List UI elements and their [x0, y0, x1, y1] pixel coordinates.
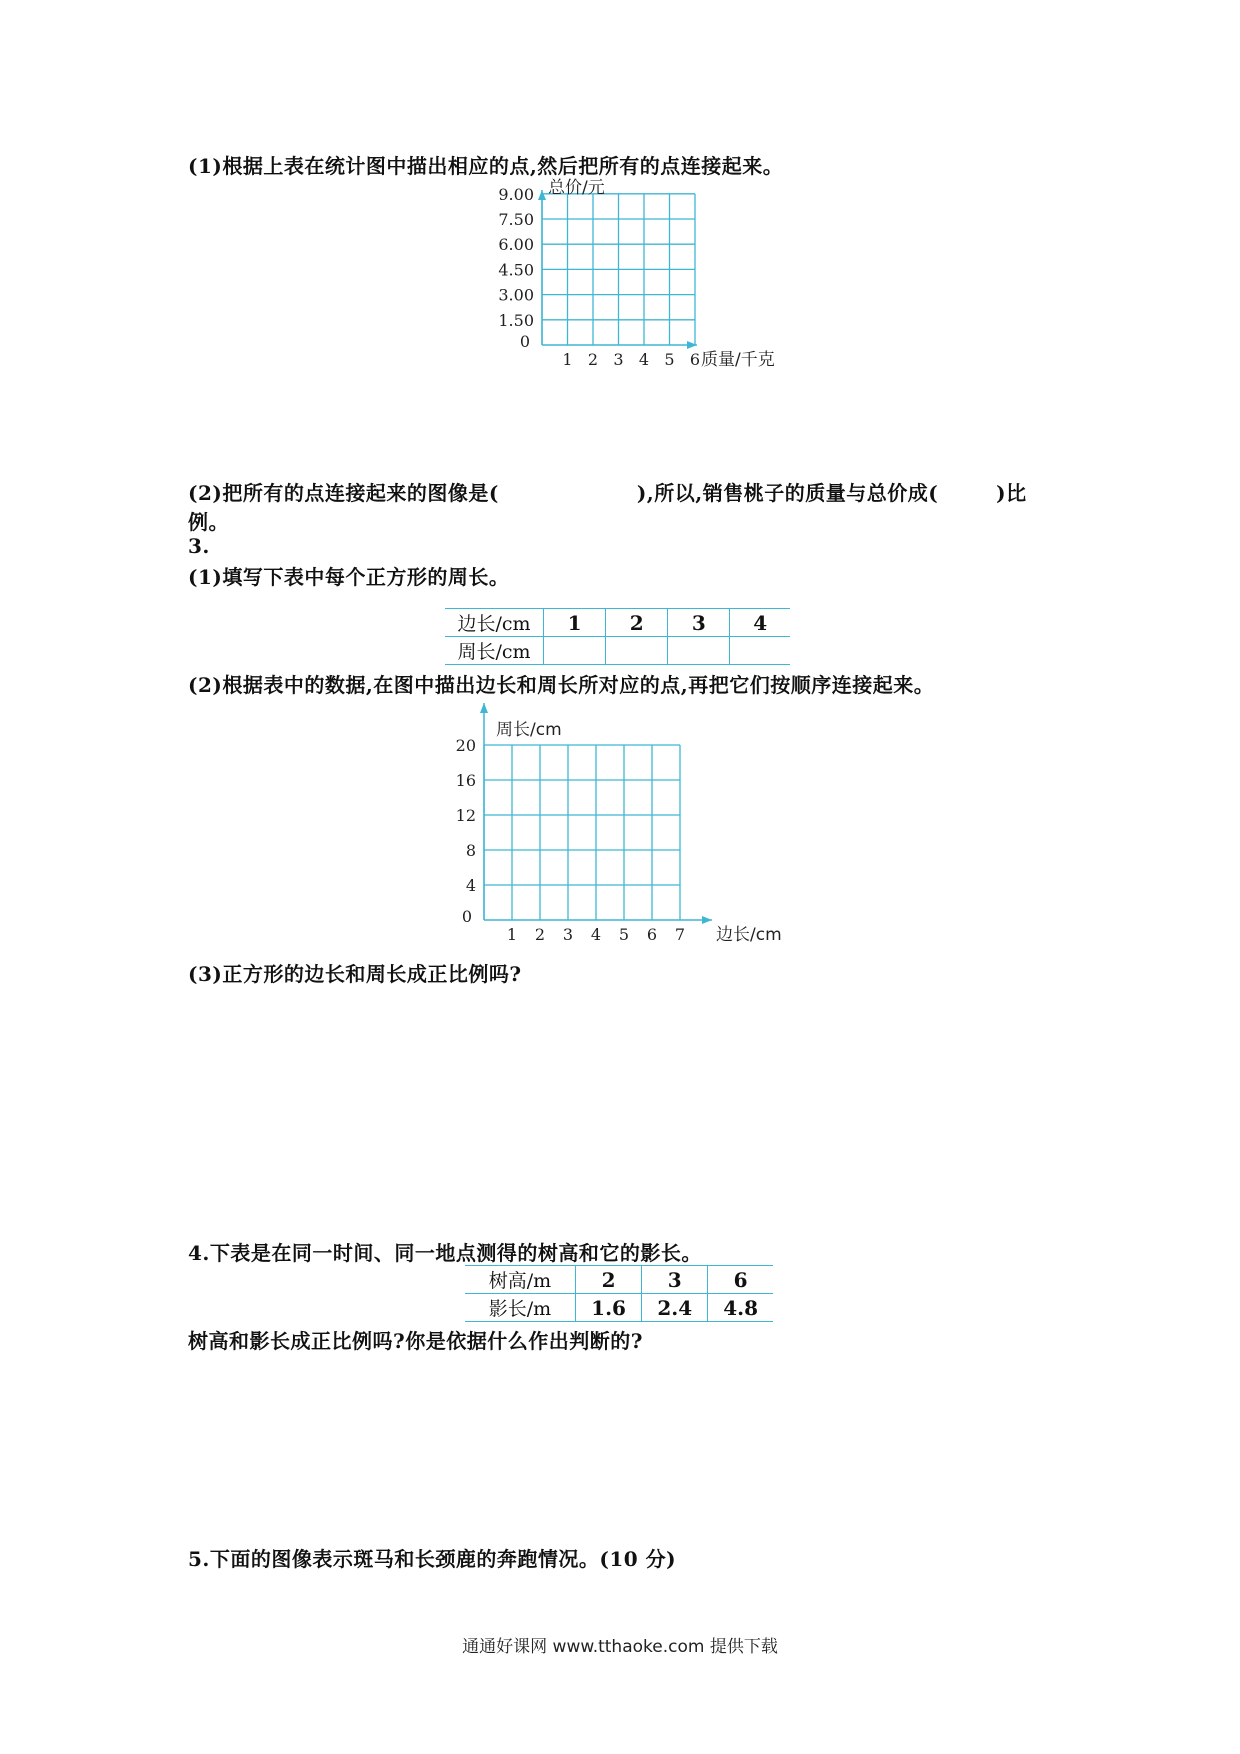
- table-answer-cell[interactable]: [544, 637, 606, 665]
- question-3-number: 3.: [188, 534, 210, 558]
- tree-shadow-table: [465, 1265, 773, 1322]
- x-tick-label: 4: [590, 925, 602, 944]
- price-weight-grid-chart: [455, 177, 785, 400]
- y-axis-title: 总价/元: [548, 177, 605, 198]
- table-cell: 6: [708, 1266, 773, 1294]
- table-cell: 2: [576, 1266, 642, 1294]
- question-3-part-1: (1)填写下表中每个正方形的周长。: [188, 565, 510, 589]
- table-cell: 4: [730, 609, 790, 637]
- question-4-title: 4.下表是在同一时间、同一地点测得的树高和它的影长。: [188, 1241, 702, 1265]
- question-3-part-2: (2)根据表中的数据,在图中描出边长和周长所对应的点,再把它们按顺序连接起来。: [188, 673, 935, 697]
- x-tick-label: 4: [638, 350, 650, 369]
- x-tick-label: 7: [674, 925, 686, 944]
- question-2-part-2: [188, 477, 1027, 506]
- y-tick-label: 4.50: [498, 260, 534, 280]
- table-row: [465, 1266, 773, 1294]
- x-axis-title: 边长/cm: [716, 925, 782, 945]
- y-tick-label: 8: [465, 841, 476, 860]
- y-tick-label: 20: [455, 736, 476, 755]
- x-tick-label: 5: [664, 350, 675, 369]
- table-answer-cell[interactable]: [730, 637, 790, 665]
- table-row-label: 影长/m: [465, 1294, 576, 1322]
- y-axis-arrow: [538, 190, 546, 200]
- x-tick-label: 2: [587, 350, 599, 369]
- table-answer-cell[interactable]: [606, 637, 668, 665]
- q2-2-text-a: (2)把所有的点连接起来的图像是(: [188, 481, 499, 505]
- table-cell: 4.8: [708, 1294, 773, 1322]
- q2-2-text-c: )比: [996, 481, 1027, 505]
- y-axis-title: 周长/cm: [496, 720, 562, 740]
- y-tick-label: 3.00: [498, 285, 534, 305]
- y-tick-label: 1.50: [498, 310, 534, 330]
- footer-source: 通通好课网 www.tthaoke.com 提供下载: [462, 1637, 778, 1657]
- table-cell: 3: [642, 1266, 708, 1294]
- table-cell: 1.6: [576, 1294, 642, 1322]
- y-tick-label: 7.50: [498, 210, 534, 229]
- origin-label: 0: [519, 332, 530, 351]
- x-tick-label: 5: [618, 925, 630, 944]
- y-tick-label: 9.00: [498, 184, 534, 204]
- x-tick-label: 6: [689, 350, 701, 369]
- x-tick-label: 1: [562, 350, 573, 369]
- x-tick-label: 2: [534, 925, 546, 944]
- table-row-label: 周长/cm: [445, 637, 544, 665]
- side-perimeter-table: [445, 608, 790, 665]
- x-tick-label: 3: [613, 350, 624, 369]
- question-2-part-2-continued: 例。: [188, 510, 229, 534]
- question-4-question: 树高和影长成正比例吗?你是依据什么作出判断的?: [188, 1329, 643, 1353]
- y-tick-label: 4: [465, 876, 476, 895]
- x-tick-label: 3: [562, 925, 574, 944]
- question-2-part-1: (1)根据上表在统计图中描出相应的点,然后把所有的点连接起来。: [188, 154, 784, 178]
- question-3-part-3: (3)正方形的边长和周长成正比例吗?: [188, 962, 522, 986]
- x-tick-label: 6: [646, 925, 658, 944]
- table-cell: 3: [668, 609, 730, 637]
- table-answer-cell[interactable]: [668, 637, 730, 665]
- table-row-label: 树高/m: [465, 1266, 576, 1294]
- table-row: [465, 1294, 773, 1322]
- table-cell: 1: [544, 609, 606, 637]
- perimeter-side-grid-chart: [450, 700, 790, 950]
- table-cell: 2: [606, 609, 668, 637]
- y-axis-arrow: [480, 703, 488, 713]
- y-tick-label: 12: [455, 806, 476, 825]
- x-axis-title: 质量/千克: [701, 350, 775, 370]
- x-axis-arrow: [702, 916, 712, 924]
- x-tick-label: 1: [506, 925, 518, 944]
- table-row-label: 边长/cm: [445, 609, 544, 637]
- origin-label: 0: [461, 907, 472, 926]
- y-tick-label: 16: [455, 771, 476, 790]
- table-row: [445, 609, 790, 637]
- y-tick-label: 6.00: [498, 235, 534, 255]
- table-row: [445, 637, 790, 665]
- table-cell: 2.4: [642, 1294, 708, 1322]
- q2-2-text-b: ),所以,销售桃子的质量与总价成(: [636, 481, 939, 505]
- question-5-title: 5.下面的图像表示斑马和长颈鹿的奔跑情况。(10 分): [188, 1547, 677, 1571]
